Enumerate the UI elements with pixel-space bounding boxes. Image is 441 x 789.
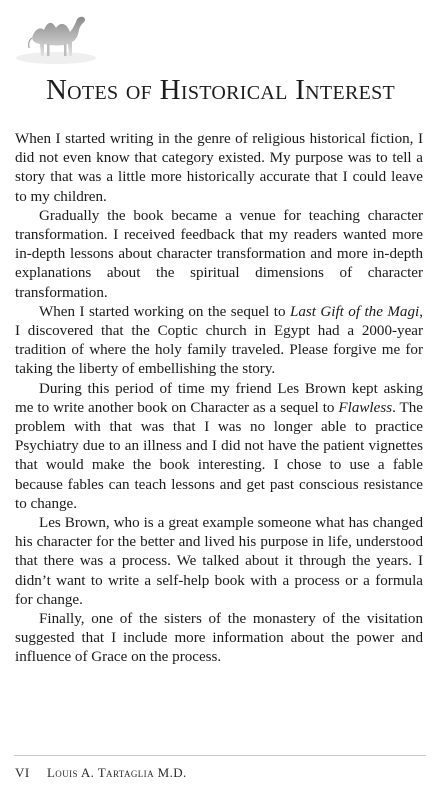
paragraph xyxy=(15,130,423,207)
paragraph-text: When I started writing in the genre of religious historical fiction, I did not even know that category existed. My purpose was to tell a story that was a little more historically accurate that I could leave to my children. xyxy=(15,131,423,205)
paragraph xyxy=(15,610,423,668)
page-title: Notes of Historical Interest xyxy=(45,74,396,106)
paragraph-text: . The problem with that was that I was no longer able to practice Psychiatry due to an illness and I did not have the patient vignettes that would make the book interesting. I chose to use a fable because fables can teach lessons and get past conscious resistance to change. xyxy=(15,399,423,512)
body-text xyxy=(15,130,423,668)
footer-divider xyxy=(14,755,426,756)
paragraph xyxy=(15,303,423,380)
paragraph-text: Finally, one of the sisters of the monastery of the visitation suggested that I include more information about the power and influence of Grace on the process. xyxy=(15,611,423,666)
paragraph-text: Les Brown, who is a great example someone what has changed his character for the better and lived his purpose in life, understood that there was a process. We talked about it through the years. I didn’t want to write a self-help book with a process or a formula for change. xyxy=(15,515,423,608)
page-footer xyxy=(15,765,187,781)
paragraph-text: Gradually the book became a venue for teaching character transformation. I received feedback that my readers wanted more in-depth lessons about character transformation and more in-depth explanations about the spiritual dimensions of character transformation. xyxy=(15,207,423,301)
paragraph-text: During this period of time my friend Les Brown kept asking me to write another book on Character as a sequel to xyxy=(15,380,423,416)
book-title: Flawless xyxy=(338,399,393,416)
author-running-head: Louis A. Tartaglia M.D. xyxy=(46,765,187,780)
book-title: Last Gift of the Magi xyxy=(289,303,420,320)
paragraph xyxy=(15,207,423,303)
paragraph xyxy=(15,380,423,514)
paragraph-text: When I started working on the sequel to xyxy=(39,303,290,320)
page-number: VI xyxy=(15,765,30,780)
paragraph-text: , I discovered that the Coptic church in Egypt had a 2000-year tradition of where the holy family traveled. Please forgive me for taking the liberty of embellishing the story. xyxy=(15,303,423,378)
camel-icon xyxy=(14,8,106,66)
paragraph xyxy=(15,514,423,610)
